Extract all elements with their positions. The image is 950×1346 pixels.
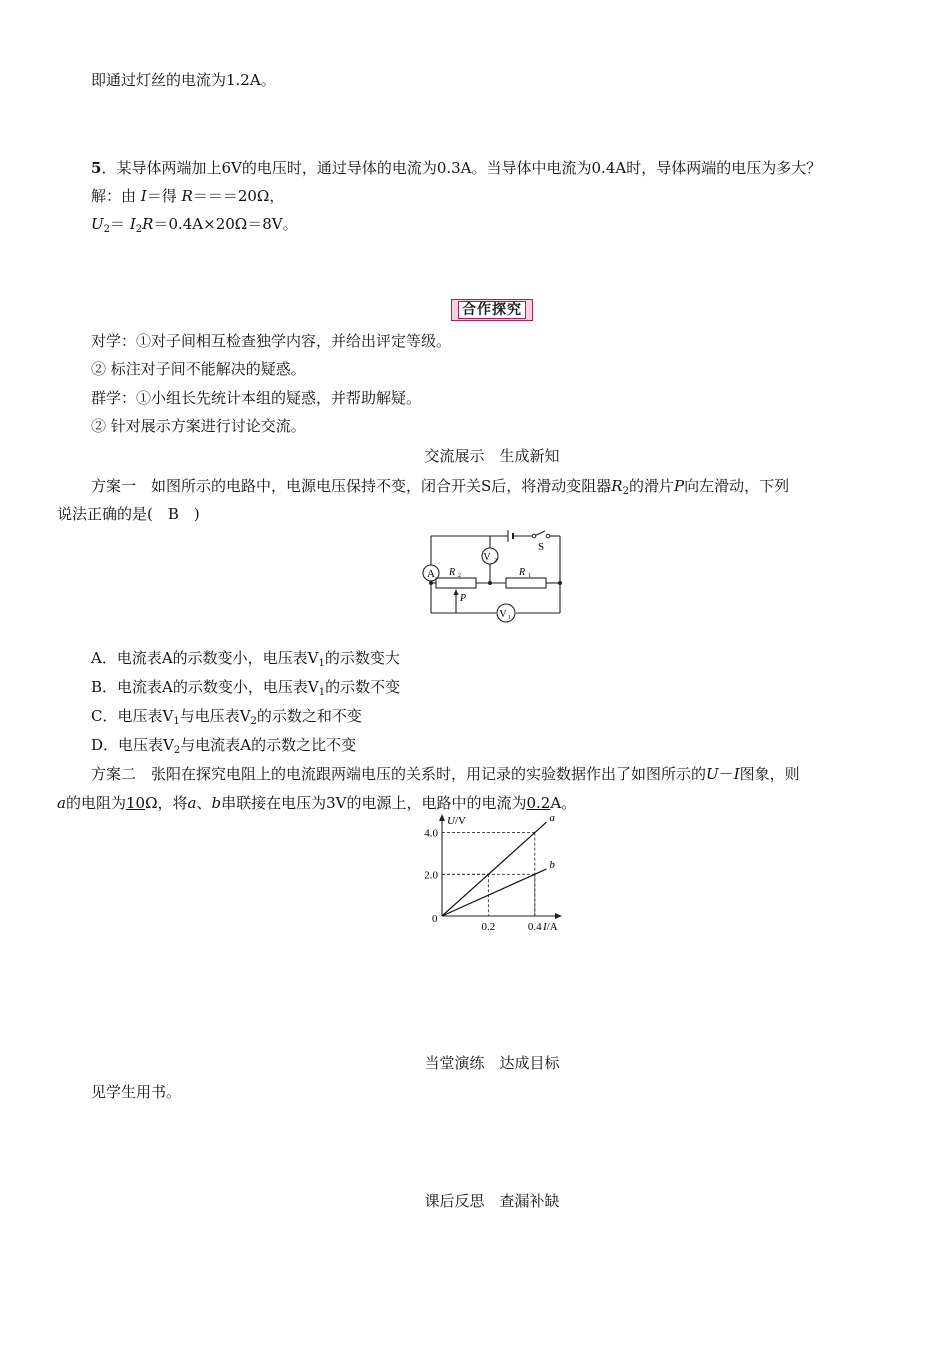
group-line-2: ② 针对展示方案进行讨论交流。 [91, 417, 306, 435]
plan1-answer: B [167, 505, 179, 523]
resistor-r2-label: R [448, 567, 456, 578]
voltmeter-v2-sub: 2 [494, 558, 497, 564]
switch-contact [546, 534, 550, 538]
y-axis-label: U/V [447, 815, 466, 827]
series-label-a: a [549, 812, 555, 825]
slider-arrowhead [454, 589, 459, 595]
plan2-line-2: a的电阻为10Ω，将a、b串联接在电压为3V的电源上，电路中的电流为0.2A。 [57, 794, 577, 812]
x-tick-label-1: 0.4 [527, 921, 542, 933]
resistor-r2-body [436, 578, 476, 588]
resistor-r1-label: R [518, 567, 526, 578]
slider-label: P [460, 593, 467, 604]
plan1-line-2: 说法正确的是( B ) [57, 505, 200, 523]
junction-dot-1 [488, 581, 492, 585]
switch-pivot [532, 534, 536, 538]
section-heading-exchange: 交流展示 生成新知 [424, 447, 560, 465]
junction-dot-3 [429, 581, 433, 585]
section-badge [451, 299, 533, 321]
resistor-r2-sub: 2 [458, 573, 461, 579]
section-heading-reflection: 课后反思 查漏补缺 [424, 1192, 560, 1210]
resistor-r1-body [506, 578, 546, 588]
x-axis-arrow [555, 913, 562, 919]
question-5: 5．某导体两端加上6V的电压时，通过导体的电流为0.3A。当导体中电流为0.4A时，导体两端的电压为多大？ [91, 159, 822, 177]
section-badge-label: 合作探究 [458, 301, 526, 319]
voltmeter-v2-label: V [483, 552, 491, 563]
junction-dot-2 [558, 581, 562, 585]
series-label-b: b [549, 859, 555, 872]
plan2-answer-resistance: 10 [125, 794, 146, 812]
series-line-b [442, 869, 546, 916]
option-a: A．电流表A的示数变小，电压表$V_1$的示数变大 [91, 649, 400, 669]
u-i-graph [410, 810, 580, 935]
ammeter-label: A [427, 568, 435, 580]
voltmeter-v1-label: V [499, 609, 507, 620]
option-c: C．电压表$V_1$与电压表$V_2$的示数之和不变 [91, 707, 362, 727]
circuit-diagram [410, 528, 570, 628]
group-line-1: 群学：①小组长先统计本组的疑惑，并帮助解疑。 [91, 389, 422, 407]
series-line-a [442, 822, 546, 916]
option-b: B．电流表A的示数变小，电压表$V_1$的示数不变 [91, 678, 401, 698]
plan2-line-1: 方案二 张阳在探究电阻上的电流跟两端电压的关系时，用记录的实验数据作出了如图所示的U－I图象，则 [91, 765, 800, 783]
x-axis-label: I/A [543, 921, 558, 933]
x-tick-label-0: 0.2 [481, 921, 496, 933]
see-book-line: 见学生用书。 [91, 1083, 182, 1101]
voltmeter-v1-sub: 1 [508, 615, 511, 621]
option-d: D．电压表$V_2$与电流表A的示数之比不变 [91, 736, 357, 756]
section-heading-practice: 当堂演练 达成目标 [424, 1054, 560, 1072]
result-line: 即通过灯丝的电流为1.2A。 [91, 71, 276, 89]
plan2-answer-current: 0.2 [526, 794, 551, 812]
y-axis-arrow [439, 814, 445, 821]
peer-line-2: ② 标注对子间不能解决的疑惑。 [91, 360, 306, 378]
solution-line-2: $U_2= I_2R=0.4A\times 20\Omega=8V$。 [91, 215, 298, 235]
solution-line-1: 解：由 I＝得 R＝＝＝20Ω， [91, 187, 285, 205]
switch-label: S [538, 541, 545, 553]
origin-label: 0 [432, 913, 438, 925]
plan1-line-1: 方案一 如图所示的电路中，电源电压保持不变，闭合开关S后，将滑动变阻器$R_2$的滑片P向左滑动，下列 [91, 477, 790, 497]
resistor-r1-sub: 1 [528, 573, 531, 579]
y-tick-label-0: 2.0 [424, 869, 438, 882]
peer-line-1: 对学：①对子间相互检查独学内容，并给出评定等级。 [91, 332, 452, 350]
y-tick-label-1: 4.0 [424, 827, 438, 840]
